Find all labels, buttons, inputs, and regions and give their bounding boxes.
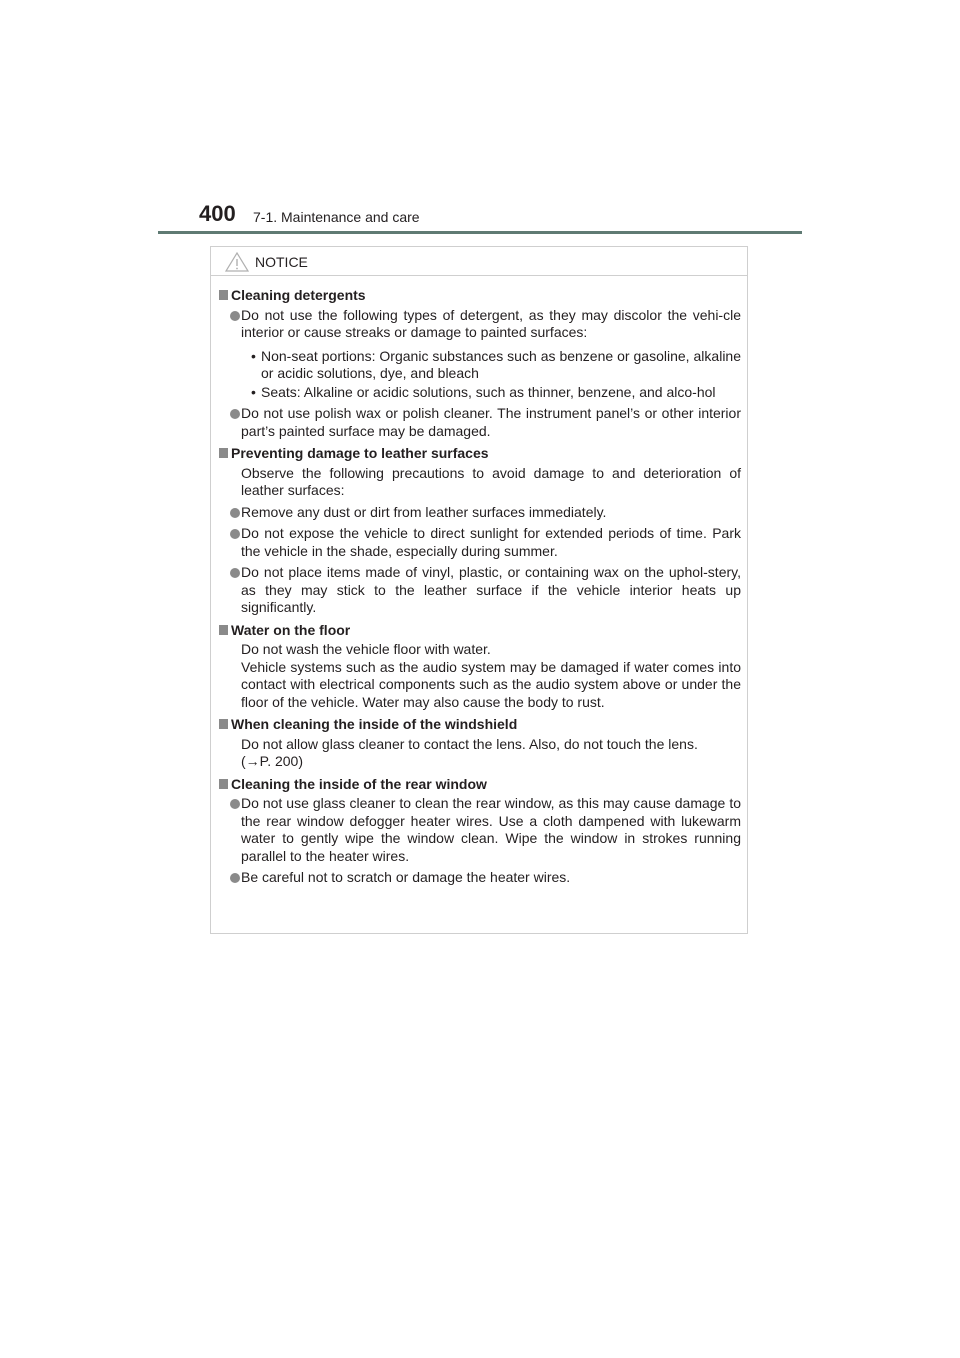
circle-bullet-icon [230, 873, 240, 883]
bullet-item: Remove any dust or dirt from leather surfaces immediately. [217, 504, 741, 522]
bullet-item: Do not expose the vehicle to direct sunlight for extended periods of time. Park the vehicle in the shade, especially during summer. [217, 525, 741, 560]
circle-bullet-icon [230, 568, 240, 578]
paragraph-line: Do not allow glass cleaner to contact the lens. Also, do not touch the lens. [241, 735, 698, 752]
header-rule [158, 231, 802, 234]
section-cleaning-detergents [217, 287, 741, 440]
bullet-item: Do not place items made of vinyl, plastic, or containing wax on the uphol-stery, as they may stick to the leather surface if the vehicle interior heats up significantly. [217, 564, 741, 617]
section-heading: Preventing damage to leather surfaces [217, 445, 741, 463]
section-water-on-floor [217, 622, 741, 712]
page-reference: (→P. 200) [241, 753, 303, 769]
section-intro: Observe the following precautions to avoid damage to and deterioration of leather surfaces: [241, 464, 741, 498]
section-heading: Water on the floor [217, 622, 741, 640]
dash-list [217, 346, 741, 402]
bullet-item: Do not use polish wax or polish cleaner. The instrument panel’s or other interior part’s painted surface may be damaged. [217, 405, 741, 440]
circle-bullet-icon [230, 311, 240, 321]
section-windshield [217, 716, 741, 771]
square-bullet-icon [219, 625, 228, 635]
dash-bullet-icon: • [251, 347, 256, 364]
circle-bullet-icon [230, 409, 240, 419]
section-heading: Cleaning detergents [217, 287, 741, 305]
notice-header [211, 247, 747, 276]
section-heading: When cleaning the inside of the windshield [217, 716, 741, 734]
square-bullet-icon [219, 290, 228, 300]
bullet-item: Do not use the following types of detergent, as they may discolor the vehi-cle interior or cause streaks or damage to painted surfaces: [217, 307, 741, 342]
square-bullet-icon [219, 719, 228, 729]
notice-box [210, 246, 748, 934]
dash-bullet-icon: • [251, 383, 256, 400]
paragraph-line: Do not wash the vehicle floor with water. [241, 641, 491, 657]
page-number: 400 [199, 201, 236, 226]
notice-content [211, 276, 747, 887]
notice-label: NOTICE [255, 254, 308, 270]
section-title: 7-1. Maintenance and care [253, 209, 420, 225]
bullet-item: Be careful not to scratch or damage the heater wires. [217, 869, 741, 887]
section-rear-window [217, 776, 741, 887]
bullet-item: Do not use glass cleaner to clean the rear window, as this may cause damage to the rear window defogger heater wires. Use a cloth dampened with lukewarm water to gently wipe the window clean. Wipe the window in strokes running parallel to the heater wires. [217, 795, 741, 865]
paragraph-line: Vehicle systems such as the audio system may be damaged if water comes into contact with electrical components such as the audio system above or under the floor of the vehicle. Water may also cause the body to rust. [241, 658, 741, 710]
circle-bullet-icon [230, 529, 240, 539]
square-bullet-icon [219, 448, 228, 458]
circle-bullet-icon [230, 508, 240, 518]
warning-triangle-icon [225, 252, 249, 272]
square-bullet-icon [219, 779, 228, 789]
dash-item: • Non-seat portions: Organic substances such as benzene or gasoline, alkaline or acidic solutions, dye, and bleach [251, 347, 741, 381]
circle-bullet-icon [230, 799, 240, 809]
section-leather-surfaces [217, 445, 741, 617]
dash-item: • Seats: Alkaline or acidic solutions, such as thinner, benzene, and alco-hol [251, 383, 716, 400]
section-heading: Cleaning the inside of the rear window [217, 776, 741, 794]
